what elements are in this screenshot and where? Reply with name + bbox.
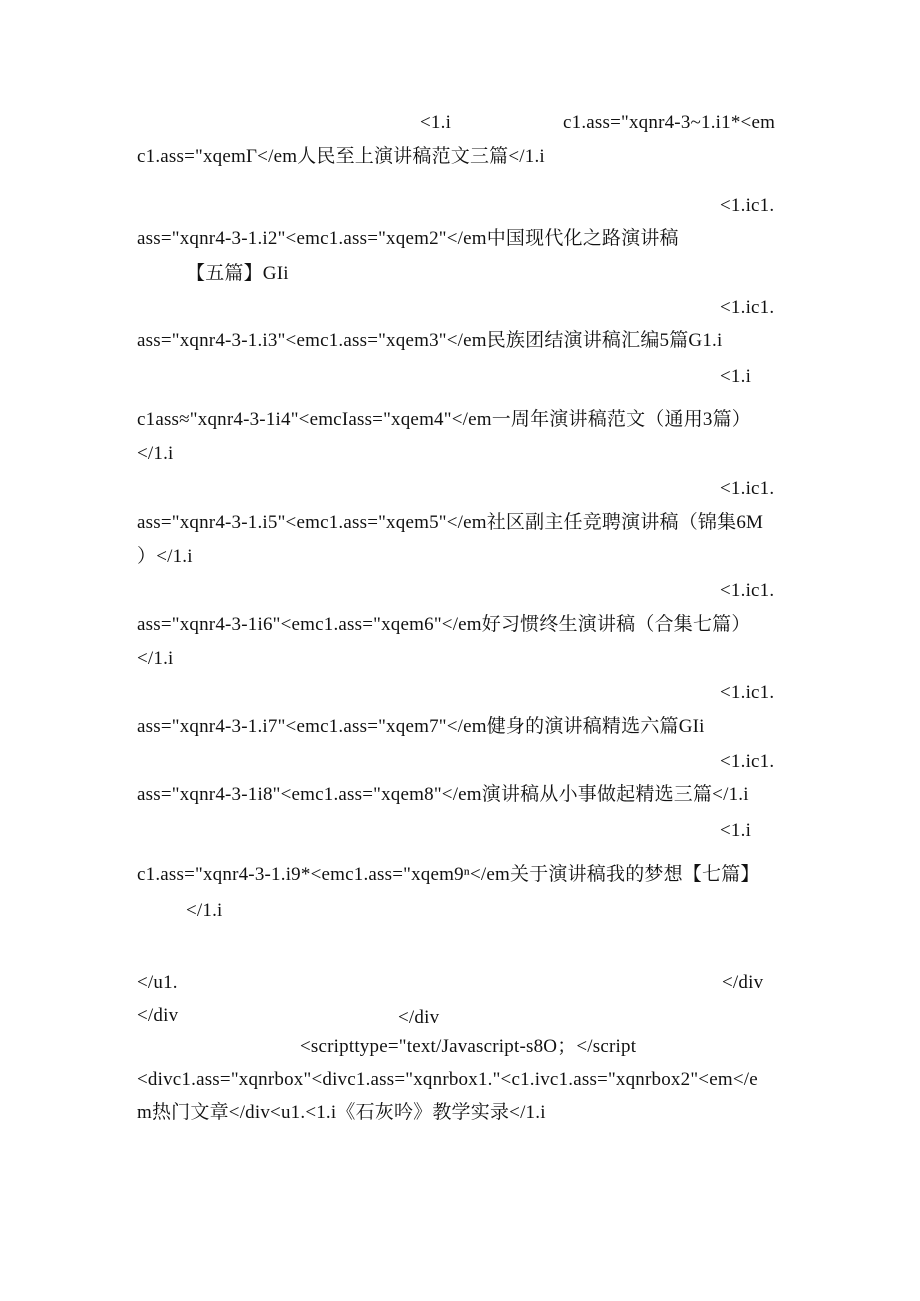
text-line: <1.i [720, 820, 752, 841]
text-line: ass="xqnr4-3-1.i7"<emc1.ass="xqem7"</em健身的演讲稿精选六篇GIi [137, 716, 705, 737]
text-line: <1.ic1. [720, 195, 775, 216]
text-line: </1.i [137, 648, 174, 669]
text-line: c1.ass="xqemΓ</em人民至上演讲稿范文三篇</1.i [137, 146, 545, 167]
text-line: <1.ic1. [720, 478, 775, 499]
text-line: <scripttype="text/Javascript-s8O；</script [300, 1036, 637, 1057]
text-line: ass="xqnr4-3-1i6"<emc1.ass="xqem6"</em好习惯终生演讲稿（合集七篇） [137, 614, 751, 635]
text-line: </div [398, 1007, 440, 1028]
text-line: </div [722, 972, 764, 993]
text-line: <1.i [420, 112, 452, 133]
text-line: <1.i [720, 366, 752, 387]
text-line: ）</1.i [137, 546, 193, 567]
text-line: ass="xqnr4-3-1.i2"<emc1.ass="xqem2"</em中国现代化之路演讲稿 [137, 228, 679, 249]
text-line: c1.ass="xqnr4-3-1.i9*<emc1.ass="xqem9ⁿ</em关于演讲稿我的梦想【七篇】 [137, 864, 760, 885]
text-line: <1.ic1. [720, 751, 775, 772]
text-line: </1.i [137, 443, 174, 464]
text-line: </1.i [186, 900, 223, 921]
text-line: </div [137, 1005, 179, 1026]
text-line: c1ass≈"xqnr4-3-1i4"<emcIass="xqem4"</em一周年演讲稿范文（通用3篇） [137, 409, 752, 430]
text-line: c1.ass="xqnr4-3~1.i1*<em [563, 112, 776, 133]
text-line: ass="xqnr4-3-1i8"<emc1.ass="xqem8"</em演讲稿从小事做起精选三篇</1.i [137, 784, 749, 805]
text-line: m热门文章</div<u1.<1.i《石灰吟》教学实录</1.i [137, 1102, 546, 1123]
text-line: <divc1.ass="xqnrbox"<divc1.ass="xqnrbox1."<c1.ivc1.ass="xqnrbox2"<em</e [137, 1069, 758, 1090]
text-line: <1.ic1. [720, 297, 775, 318]
text-line: </u1. [137, 972, 178, 993]
text-line: 【五篇】GIi [186, 263, 289, 284]
text-line: <1.ic1. [720, 580, 775, 601]
text-line: <1.ic1. [720, 682, 775, 703]
text-line: ass="xqnr4-3-1.i3"<emc1.ass="xqem3"</em民族团结演讲稿汇编5篇G1.i [137, 330, 723, 351]
text-line: ass="xqnr4-3-1.i5"<emc1.ass="xqem5"</em社区副主任竞聘演讲稿（锦集6M [137, 512, 764, 533]
